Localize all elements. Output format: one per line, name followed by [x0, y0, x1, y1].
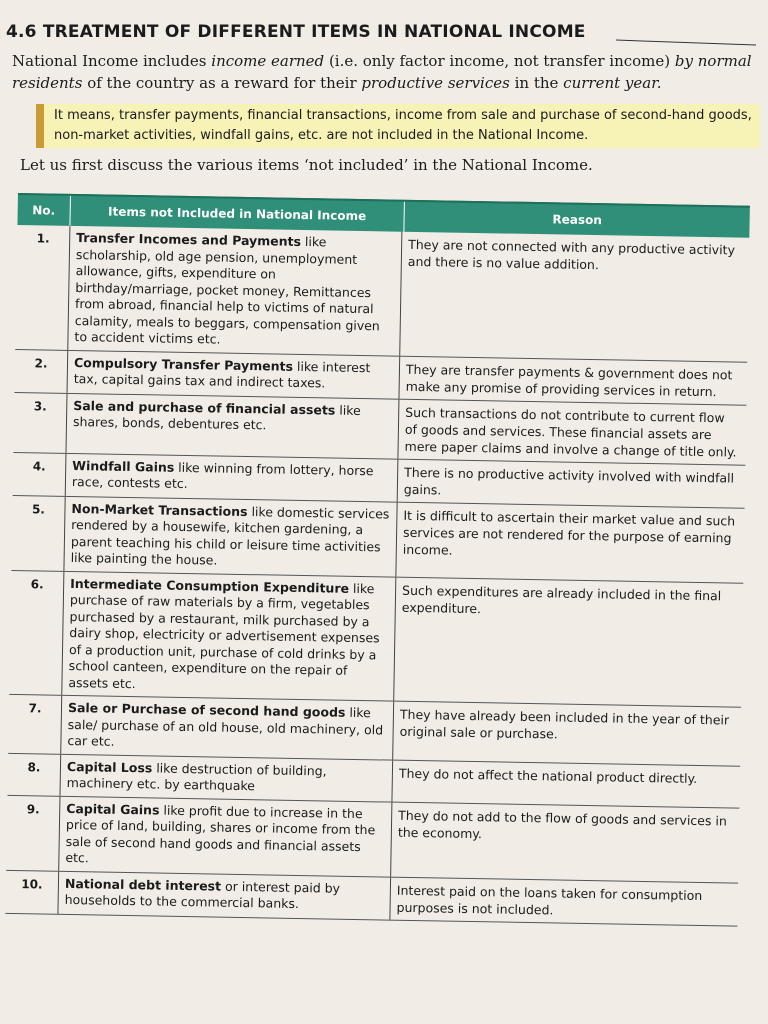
row-item-title: Capital Gains	[66, 800, 160, 818]
row-item-description: or interest paid by households to the commercial banks.	[64, 878, 341, 912]
section-title: TREATMENT OF DIFFERENT ITEMS IN NATIONAL INCOME	[42, 22, 586, 42]
section-heading	[6, 22, 752, 42]
intro-emphasis: by normal residents	[12, 52, 752, 92]
row-reason: There is no productive activity involved with windfall gains.	[403, 464, 735, 497]
row-item-description: like purchase of raw materials by a firm, vegetables purchased by a restaurant, milk purchased by a dairy shop, electricity or advertisement expenses of a production unit, purchase of cold drinks by a school canteen, expenditure on the repair of assets etc.	[68, 580, 380, 691]
row-item	[63, 496, 397, 576]
row-item-description: like destruction of building, machinery etc. by earthquake	[66, 759, 327, 794]
row-item	[58, 796, 392, 876]
row-item	[67, 350, 401, 398]
highlight-callout	[36, 104, 760, 148]
row-number: 3.	[33, 398, 47, 414]
row-reason: Such expenditures are already included in the final expenditure.	[401, 582, 722, 616]
row-item-title: Compulsory Transfer Payments	[73, 354, 294, 374]
row-reason: They do not affect the national product directly.	[398, 765, 698, 786]
row-item-title: Sale and purchase of financial assets	[73, 397, 336, 418]
callout-text: It means, transfer payments, financial transactions, income from sale and purchase of second-hand goods, non-market activities, windfall gains, etc. are not included in the National Income.	[54, 108, 752, 143]
table-row	[11, 495, 744, 583]
table-row	[15, 225, 749, 362]
header-items: Items not Included in National Income	[70, 196, 404, 232]
intro-text: in the	[514, 74, 559, 92]
row-item-description: like interest tax, capital gains tax and indirect taxes.	[73, 358, 371, 391]
intro-text: (i.e. only factor income, not transfer income)	[328, 52, 671, 70]
row-item-title: Sale or Purchase of second hand goods	[67, 699, 346, 720]
row-item-title: Capital Loss	[66, 758, 153, 775]
table-row	[6, 795, 739, 883]
row-item-title: Non-Market Transactions	[71, 500, 248, 519]
row-item-description: like scholarship, old age pension, unemployment allowance, gifts, expenditure on birthday/marriage, pocket money, Remittances from abroad, financial help to victims of natural calamity, meals to beggars, compensation given to accident victims etc.	[74, 233, 380, 347]
row-reason: It is difficult to ascertain their market value and such services are not rendered for the purpose of earning income.	[402, 507, 736, 558]
row-item-description: like shares, bonds, debentures etc.	[72, 402, 361, 433]
row-number: 9.	[26, 801, 40, 816]
intro-paragraph	[12, 50, 756, 94]
intro-emphasis: productive services	[361, 74, 510, 92]
row-number: 2.	[34, 355, 48, 371]
row-item	[59, 754, 393, 801]
callout-bar	[36, 104, 44, 148]
table-body	[5, 225, 749, 926]
lead-sentence: Let us first discuss the various items ‘not included’ in the National Income.	[20, 156, 593, 174]
row-item	[65, 393, 399, 458]
row-number: 8.	[27, 759, 41, 774]
row-reason: They are not connected with any productive activity and there is no value addition.	[407, 236, 736, 273]
row-number: 7.	[28, 701, 42, 716]
row-number: 1.	[36, 231, 50, 246]
row-item-description: like domestic services rendered by a housewife, kitchen gardening, a parent teaching his child or leisure time activities like painting the house.	[70, 503, 390, 568]
row-item-title: Windfall Gains	[72, 457, 175, 475]
section-number: 4.6	[6, 22, 37, 42]
row-item-title: Intermediate Consumption Expenditure	[70, 575, 350, 596]
row-item	[57, 871, 391, 919]
header-reason: Reason	[552, 212, 602, 228]
intro-emphasis: income earned	[211, 52, 325, 70]
row-item	[67, 226, 402, 355]
row-item-title: Transfer Incomes and Payments	[76, 230, 302, 249]
row-reason: They have already been included in the year of their original sale or purchase.	[399, 706, 730, 742]
header-no: No.	[17, 195, 71, 226]
row-number: 5.	[31, 501, 46, 517]
row-item-description: like sale/ purchase of an old house, old machinery, old car etc.	[67, 704, 384, 749]
intro-emphasis: current year.	[563, 74, 662, 92]
intro-text: of the country as a reward for their	[87, 74, 357, 92]
row-reason: They do not add to the flow of goods and services in the economy.	[397, 807, 727, 841]
row-reason: Interest paid on the loans taken for consumption purposes is not included.	[396, 882, 703, 917]
intro-text: National Income includes	[12, 52, 207, 70]
row-number: 4.	[32, 458, 46, 474]
row-item-description: like winning from lottery, horse race, contests etc.	[71, 459, 374, 492]
items-table	[5, 193, 749, 926]
heading-rule	[616, 40, 756, 46]
row-reason: Such transactions do not contribute to current flow of goods and services. These financial assets are mere paper claims and involve a change of title only.	[404, 404, 737, 460]
table-row	[9, 570, 743, 707]
row-item	[65, 453, 399, 501]
row-number: 6.	[30, 576, 44, 592]
row-item	[60, 696, 394, 759]
row-item-title: National debt interest	[64, 875, 222, 894]
row-reason: They are transfer payments & government does not make any promise of providing services in return.	[405, 361, 733, 399]
row-item-description: like profit due to increase in the price of land, building, shares or income from the sale of second hand goods and financial assets etc.	[65, 802, 376, 866]
row-number: 10.	[21, 876, 43, 892]
row-item	[61, 571, 396, 700]
